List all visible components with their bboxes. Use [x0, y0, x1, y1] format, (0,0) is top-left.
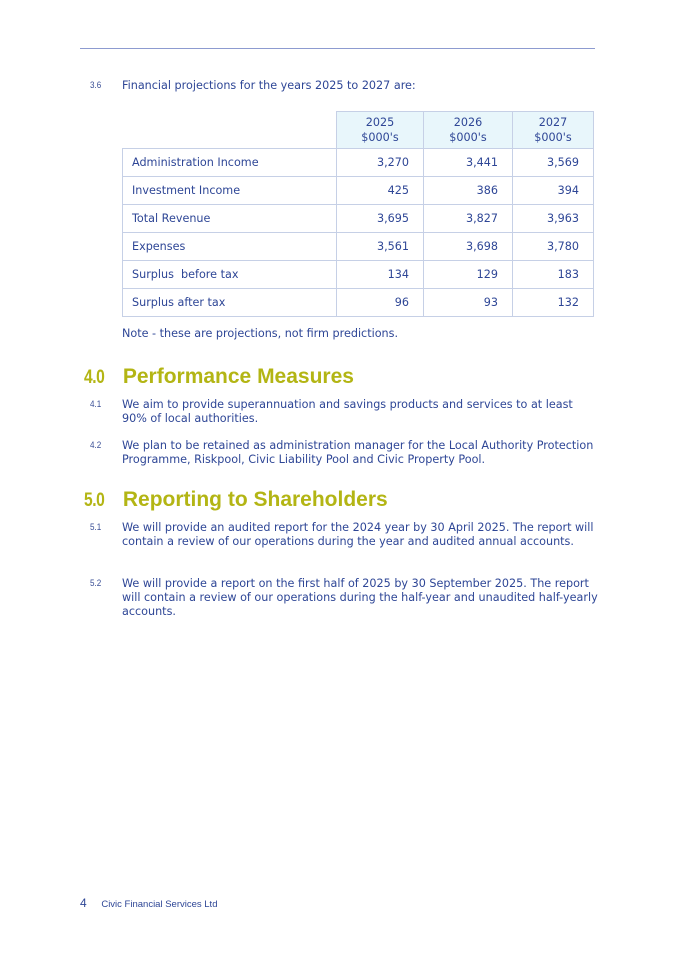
- cell-value: 93: [424, 289, 513, 317]
- cell-value: 3,569: [513, 149, 594, 177]
- cell-value: 3,561: [337, 233, 424, 261]
- cell-value: 132: [513, 289, 594, 317]
- row-label: Expenses: [123, 233, 337, 261]
- section-heading-4: [84, 365, 354, 390]
- paragraph-4-2: [80, 439, 600, 467]
- cell-value: 3,698: [424, 233, 513, 261]
- row-label: Administration Income: [123, 149, 337, 177]
- table-row: [123, 149, 594, 177]
- paragraph-number: 5.1: [90, 522, 102, 533]
- paragraph-number: 4.2: [90, 440, 102, 451]
- section-heading-5: [84, 488, 388, 513]
- note-text: Note - these are projections, not firm predictions.: [122, 327, 399, 340]
- paragraph-number: 3.6: [90, 80, 102, 91]
- header-unit: $000's: [449, 131, 487, 144]
- cell-value: 3,963: [513, 205, 594, 233]
- paragraph-5-1: [80, 521, 600, 549]
- header-year: 2025: [365, 116, 395, 129]
- heading-number: 4.0: [84, 367, 105, 388]
- header-rule: [80, 48, 595, 49]
- table-header-2026: [424, 112, 513, 149]
- row-label: Surplus after tax: [123, 289, 337, 317]
- table-row: [123, 177, 594, 205]
- paragraph-number: 5.2: [90, 578, 102, 589]
- cell-value: 183: [513, 261, 594, 289]
- paragraph-3-6: [80, 79, 600, 93]
- cell-value: 96: [337, 289, 424, 317]
- page-number: 4: [80, 896, 87, 910]
- table-header-row: [123, 112, 594, 149]
- cell-value: 3,441: [424, 149, 513, 177]
- cell-value: 129: [424, 261, 513, 289]
- table-row: [123, 233, 594, 261]
- paragraph-text: We will provide an audited report for the 2024 year by 30 April 2025. The report will contain a review of our operations during the year and audited annual accounts.: [122, 521, 594, 548]
- heading-title: Reporting to Shareholders: [122, 488, 388, 511]
- header-year: 2026: [453, 116, 483, 129]
- cell-value: 3,695: [337, 205, 424, 233]
- heading-title: Performance Measures: [122, 365, 354, 388]
- paragraph-number: 4.1: [90, 399, 102, 410]
- table-row: [123, 261, 594, 289]
- table-header-2025: [337, 112, 424, 149]
- cell-value: 134: [337, 261, 424, 289]
- paragraph-text: We plan to be retained as administration manager for the Local Authority Protection Programme, Riskpool, Civic Liability Pool and Civic Property Pool.: [122, 439, 594, 466]
- paragraph-text: We will provide a report on the first half of 2025 by 30 September 2025. The report will contain a review of our operations during the half-year and unaudited half-yearly accounts.: [122, 577, 598, 618]
- cell-value: 394: [513, 177, 594, 205]
- header-year: 2027: [538, 116, 568, 129]
- paragraph-text: We aim to provide superannuation and savings products and services to at least 90% of local authorities.: [122, 398, 573, 425]
- header-unit: $000's: [361, 131, 399, 144]
- table-row: [123, 205, 594, 233]
- financial-projections-table: [122, 111, 594, 317]
- paragraph-4-1: [80, 398, 600, 426]
- header-unit: $000's: [534, 131, 572, 144]
- row-label: Surplus before tax: [123, 261, 337, 289]
- table-row: [123, 289, 594, 317]
- paragraph-text: Financial projections for the years 2025 to 2027 are:: [122, 79, 416, 92]
- table-note: [80, 327, 600, 341]
- table-header-2027: [513, 112, 594, 149]
- cell-value: 3,270: [337, 149, 424, 177]
- cell-value: 425: [337, 177, 424, 205]
- paragraph-5-2: [80, 577, 600, 619]
- footer-company-name: Civic Financial Services Ltd: [101, 899, 218, 910]
- row-label: Investment Income: [123, 177, 337, 205]
- cell-value: 3,780: [513, 233, 594, 261]
- cell-value: 3,827: [424, 205, 513, 233]
- row-label: Total Revenue: [123, 205, 337, 233]
- table-header-blank: [123, 112, 337, 149]
- cell-value: 386: [424, 177, 513, 205]
- heading-number: 5.0: [84, 490, 105, 511]
- page-footer: [80, 896, 217, 910]
